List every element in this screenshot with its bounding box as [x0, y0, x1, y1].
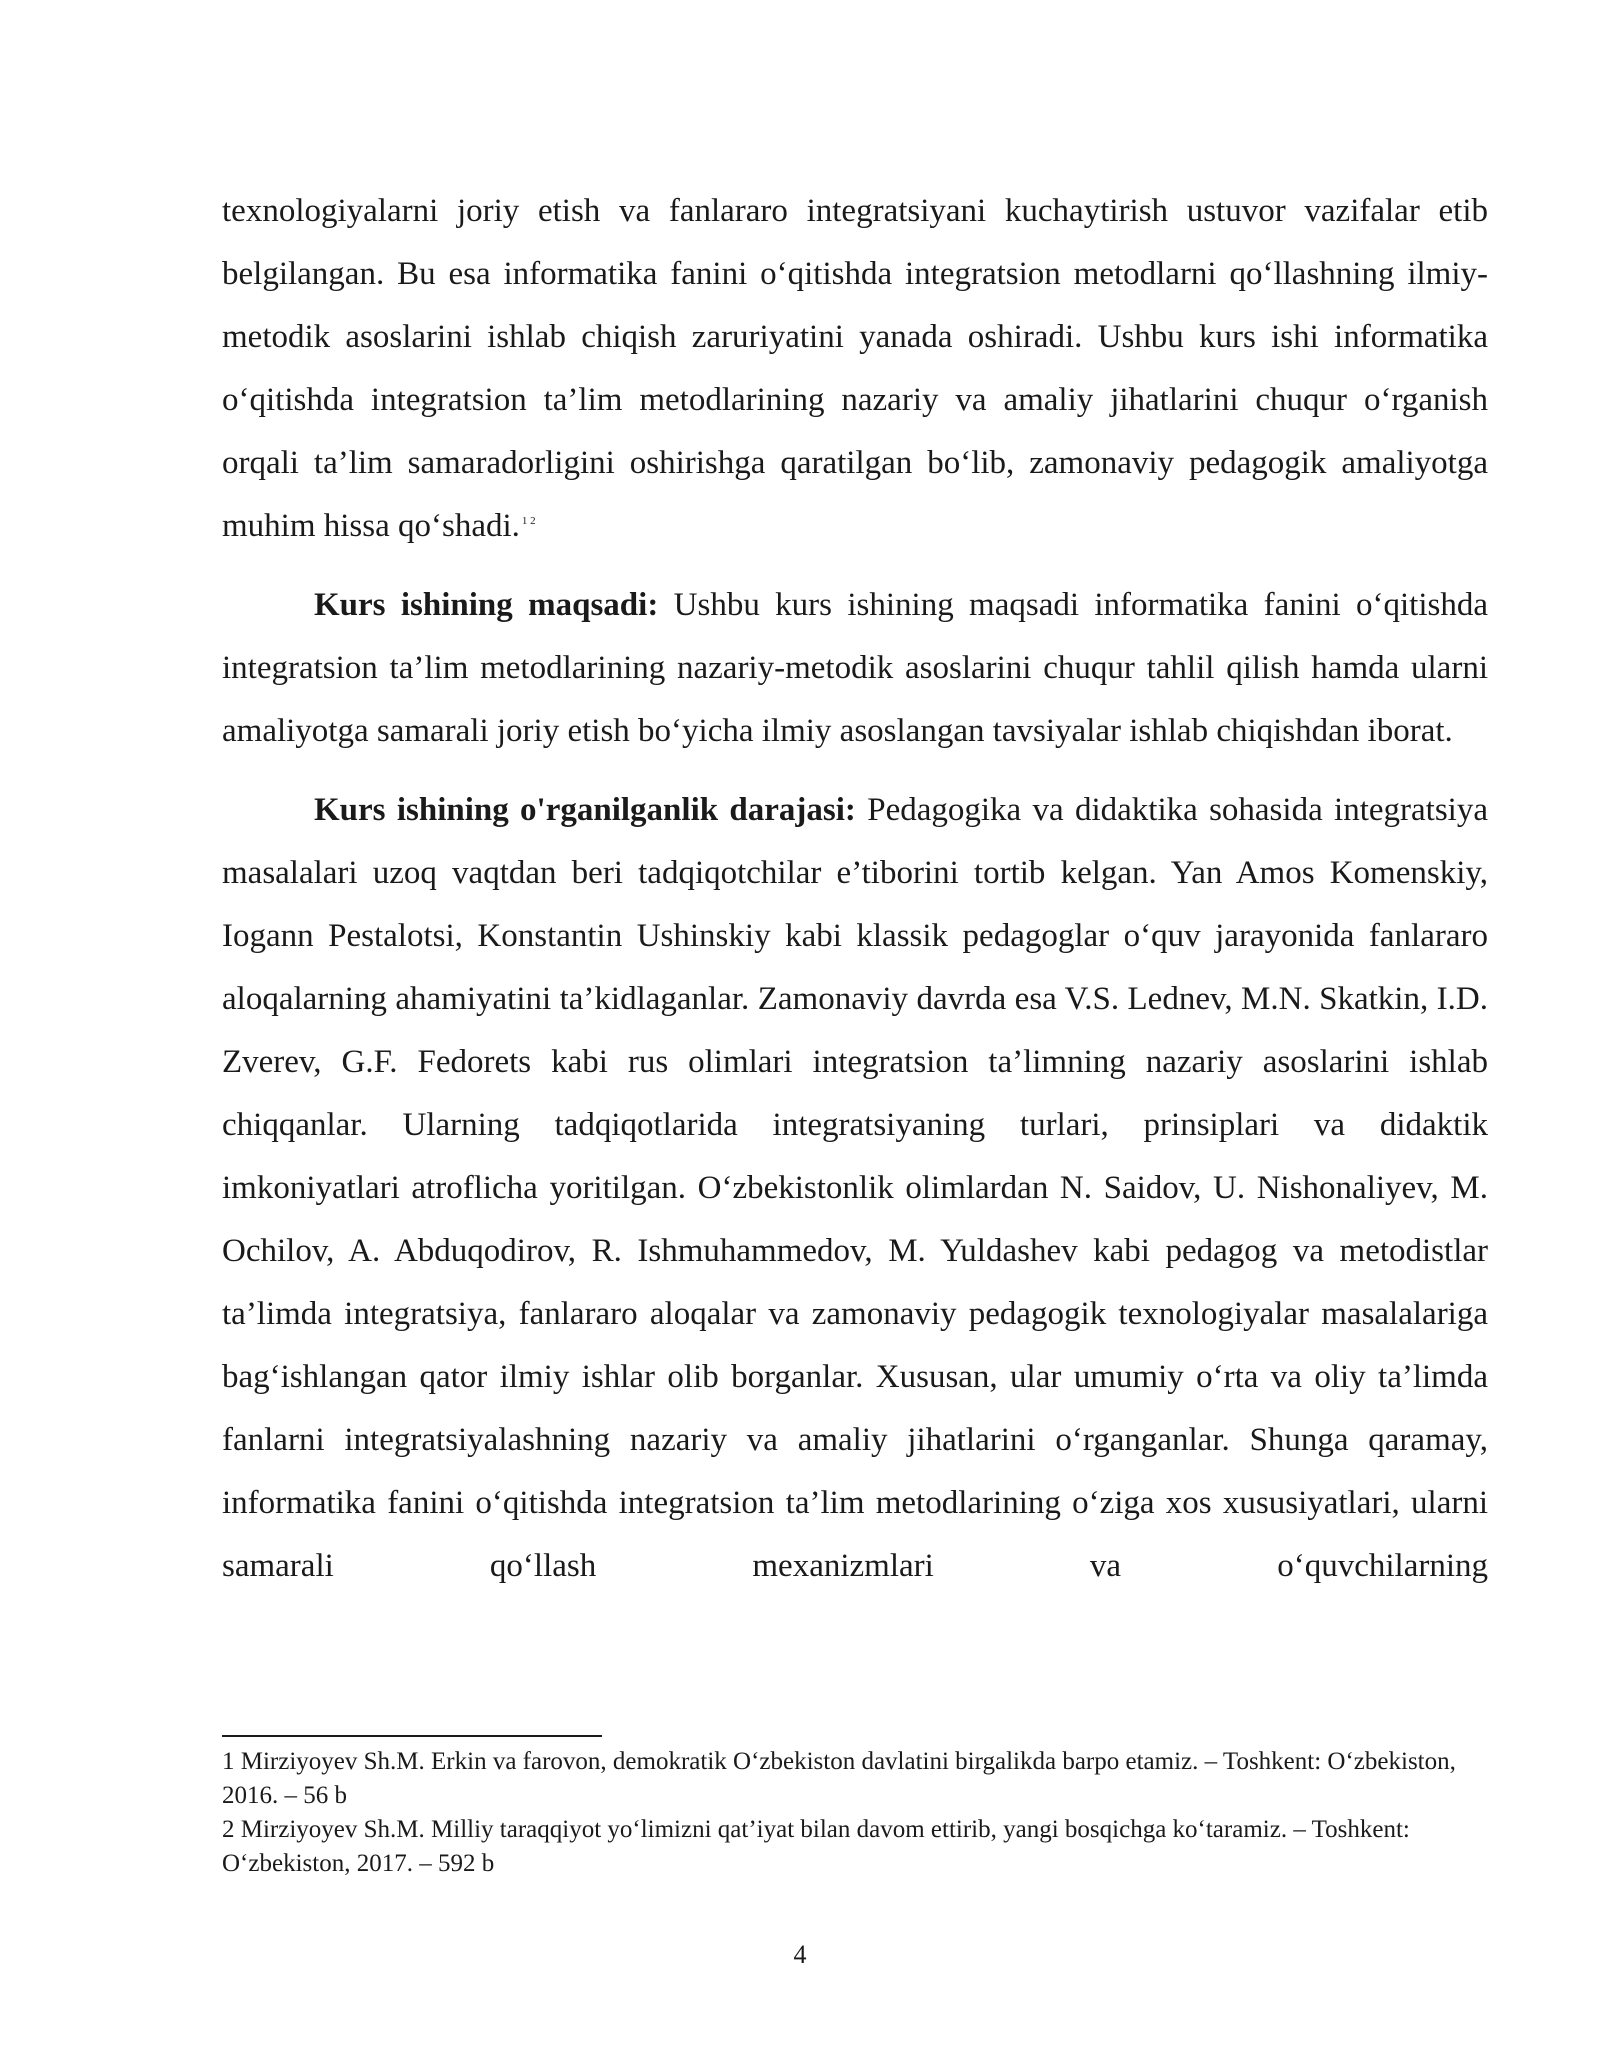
- paragraph-study-level: [222, 779, 1488, 1598]
- paragraph-text: Pedagogika va didaktika sohasida integratsiya masalalari uzoq vaqtdan beri tadqiqotchilar e’tiborini tortib kelgan. Yan Amos Komenskiy, Iogann Pestalotsi, Konstantin Ushinskiy kabi klassik pedagoglar o‘quv jarayonida fanlararo aloqalarning ahamiyatini ta’kidlaganlar. Zamonaviy davrda esa V.S. Lednev, M.N. Skatkin, I.D. Zverev, G.F. Fedorets kabi rus olimlari integratsion ta’limning nazariy asoslarini ishlab chiqqanlar. Ularning tadqiqotlarida integratsiyaning turlari, prinsiplari va didaktik imkoniyatlari atroflicha yoritilgan. O‘zbekistonlik olimlardan N. Saidov, U. Nishonaliyev, M. Ochilov, A. Abduqodirov, R. Ishmuhammedov, M. Yuldashev kabi pedagog va metodistlar ta’limda integratsiya, fanlararo aloqalar va zamonaviy pedagogik texnologiyalar masalalariga bag‘ishlangan qator ilmiy ishlar olib borganlar. Xususan, ular umumiy o‘rta va oliy ta’limda fanlarni integratsiyalashning nazariy va amaliy jihatlarini o‘rganganlar. Shunga qaramay, informatika fanini o‘qitishda integratsion ta’lim metodlarining o‘ziga xos xususiyatlari, ularni samarali qo‘llash mexanizmlari va o‘quvchilarning: [222, 792, 1488, 1584]
- footnote-references: 1 2: [521, 515, 536, 527]
- footnotes: [222, 1745, 1488, 1881]
- section-heading-goal: Kurs ishining maqsadi:: [314, 587, 659, 623]
- body-text: [222, 180, 1488, 1598]
- page-number: 4: [793, 1940, 807, 1969]
- paragraph-text: texnologiyalarni joriy etish va fanlararo integratsiyani kuchaytirish ustuvor vazifalar etib belgilangan. Bu esa informatika fanini o‘qitishda integratsion metodlarni qo‘llashning ilmiy-metodik asoslarini ishlab chiqish zaruriyatini yanada oshiradi. Ushbu kurs ishi informatika o‘qitishda integratsion ta’lim metodlarining nazariy va amaliy jihatlarini chuqur o‘rganish orqali ta’lim samaradorligini oshirishga qaratilgan bo‘lib, zamonaviy pedagogik amaliyotga muhim hissa qo‘shadi.: [222, 193, 1488, 544]
- paragraph-text: Ushbu kurs ishining maqsadi informatika fanini o‘qitishda integratsion ta’lim metodlarining nazariy-metodik asoslarini chuqur tahlil qilish hamda ularni amaliyotga samarali joriy etish bo‘yicha ilmiy asoslangan tavsiyalar ishlab chiqishdan iborat.: [222, 587, 1488, 749]
- footnote-2: 2 Mirziyoyev Sh.M. Milliy taraqqiyot yo‘limizni qat’iyat bilan davom ettirib, yangi bosqichga ko‘taramiz. – Toshkent: O‘zbekiston, 2017. – 592 b: [222, 1816, 1410, 1877]
- paragraph-intro-continuation: [222, 180, 1488, 558]
- paragraph-goal: [222, 574, 1488, 763]
- footnote-1: 1 Mirziyoyev Sh.M. Erkin va farovon, demokratik O‘zbekiston davlatini birgalikda barpo etamiz. – Toshkent: O‘zbekiston, 2016. – 56 b: [222, 1748, 1456, 1809]
- section-heading-study-level: Kurs ishining o'rganilganlik darajasi:: [314, 792, 856, 828]
- footnote-separator: [222, 1735, 602, 1737]
